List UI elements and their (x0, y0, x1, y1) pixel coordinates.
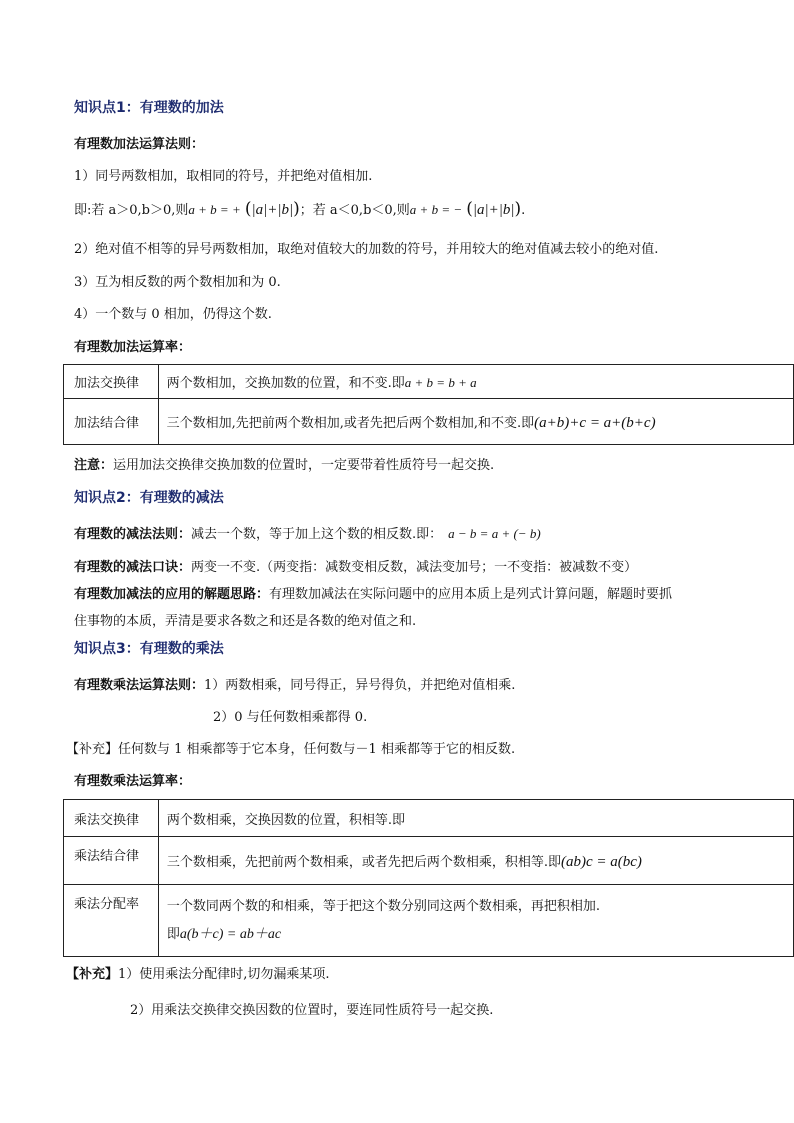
supplement-2-rule-1: 1）使用乘法分配律时,切勿漏乘某项. (118, 967, 330, 982)
multiplication-supplement-2 (66, 963, 330, 982)
paren-open: ( (244, 199, 252, 219)
law-description (158, 365, 793, 399)
addition-rule-1-example (74, 199, 525, 219)
example-middle: ；若 a＜0,b＜0,则 (299, 203, 410, 218)
law-text: 两个数相乘，交换因数的位置，积相等.即 (166, 812, 405, 828)
mnemonic-text: 两变一不变.（两变指：减数变相反数，减法变加号；一不变指：被减数不变） (191, 560, 638, 575)
table-row (64, 800, 794, 837)
law-name: 乘法分配率 (64, 885, 159, 957)
law-text: 两个数相加，交换加数的位置，和不变.即 (166, 376, 405, 391)
supplement-2-label: 【补充】 (66, 967, 119, 982)
law-text: 三个数相加,先把前两个数相加,或者先把后两个数相加,和不变.即 (166, 415, 535, 431)
supplement-label: 【补充】 (66, 742, 119, 757)
example-prefix: 即:若 a＞0,b＞0,则 (74, 203, 189, 218)
table-row (64, 365, 794, 399)
table-row (64, 399, 794, 445)
law-name: 加法结合律 (64, 399, 159, 445)
addition-rule-3: 3）互为相反数的两个数相加和为 0. (74, 275, 281, 290)
addition-rule-2: 2）绝对值不相等的异号两数相加，取绝对值较大的加数的符号，并用较大的绝对值减去较小的绝对值. (74, 242, 659, 257)
abs-sum-positive: |a|+|b| (251, 202, 294, 218)
subtraction-rule-text: 减去一个数，等于加上这个数的相反数.即： (191, 527, 443, 542)
subtraction-rule-label: 有理数的减法法则： (74, 527, 192, 542)
subtraction-mnemonic (74, 556, 637, 575)
section-title-multiplication: 知识点3：有理数的乘法 (74, 641, 224, 657)
table-row (64, 837, 794, 885)
note-label: 注意： (74, 458, 114, 473)
law-text-2: 即 (166, 926, 180, 942)
law-formula: (ab)c = a(bc) (560, 853, 642, 870)
addition-laws-table (63, 364, 794, 445)
multiplication-rule-1-text: 1）两数相乘，同号得正，异号得负，并把绝对值相乘. (204, 678, 516, 693)
law-text: 一个数同两个数的和相乘，等于把这个数分别同这两个数相乘，再把积相加. (166, 898, 600, 914)
supplement-2-rule-2: 2）用乘法交换律交换因数的位置时，要连同性质符号一起交换. (130, 1003, 494, 1018)
multiplication-laws-label: 有理数乘法运算率： (74, 774, 192, 789)
subtraction-formula: a − b = a + (− b) (448, 526, 541, 541)
law-text: 三个数相乘，先把前两个数相乘，或者先把后两个数相乘，积相等.即 (166, 854, 561, 870)
section-title-addition: 知识点1：有理数的加法 (74, 100, 224, 116)
paren-close-2: ) (514, 199, 522, 219)
multiplication-rule-1 (74, 674, 515, 693)
law-formula: a(b＋c) = ab＋ac (179, 926, 282, 942)
law-formula: a + b = b + a (404, 375, 477, 390)
application-line-1 (74, 583, 672, 602)
multiplication-rules-label: 有理数乘法运算法则： (74, 678, 205, 693)
application-text-1: 有理数加减法在实际问题中的应用本质上是列式计算问题，解题时要抓 (269, 587, 673, 602)
abs-sum-negative: |a|+|b| (472, 202, 515, 218)
application-label: 有理数加减法的应用的解题思路： (74, 587, 270, 602)
formula-positive: a + b = + (188, 202, 241, 217)
law-formula: (a+b)+c = a+(b+c) (534, 414, 656, 431)
law-name: 加法交换律 (64, 365, 159, 399)
formula-negative: a + b = − (409, 202, 463, 217)
multiplication-rule-2: 2）0 与任何数相乘都得 0. (213, 710, 368, 725)
law-description (158, 399, 793, 445)
table-row (64, 885, 794, 957)
addition-rule-1: 1）同号两数相加，取相同的符号，并把绝对值相加. (74, 169, 373, 184)
law-description (158, 885, 793, 957)
law-name: 乘法交换律 (64, 800, 159, 837)
section-title-subtraction: 知识点2：有理数的减法 (74, 490, 224, 506)
subtraction-rule (74, 523, 541, 542)
law-formula-line (167, 921, 785, 949)
addition-rules-label: 有理数加法运算法则： (74, 137, 205, 152)
multiplication-laws-table (63, 799, 794, 957)
mnemonic-label: 有理数的减法口诀： (74, 560, 192, 575)
addition-rule-4: 4）一个数与 0 相加，仍得这个数. (74, 307, 272, 322)
note-text: 运用加法交换律交换加数的位置时，一定要带着性质符号一起交换. (113, 458, 495, 473)
law-description (158, 800, 793, 837)
paren-open-2: ( (466, 199, 473, 219)
addition-note (74, 454, 494, 473)
application-line-2: 住事物的本质，弄清是要求各数之和还是各数的绝对值之和. (74, 614, 417, 629)
law-description (158, 837, 793, 885)
addition-laws-label: 有理数加法运算率： (74, 340, 192, 355)
supplement-text: 任何数与 1 相乘都等于它本身，任何数与－1 相乘都等于它的相反数. (118, 742, 516, 757)
law-name: 乘法结合律 (64, 837, 159, 885)
example-end: . (521, 203, 526, 218)
paren-close: ) (293, 199, 300, 219)
multiplication-supplement (66, 738, 515, 757)
